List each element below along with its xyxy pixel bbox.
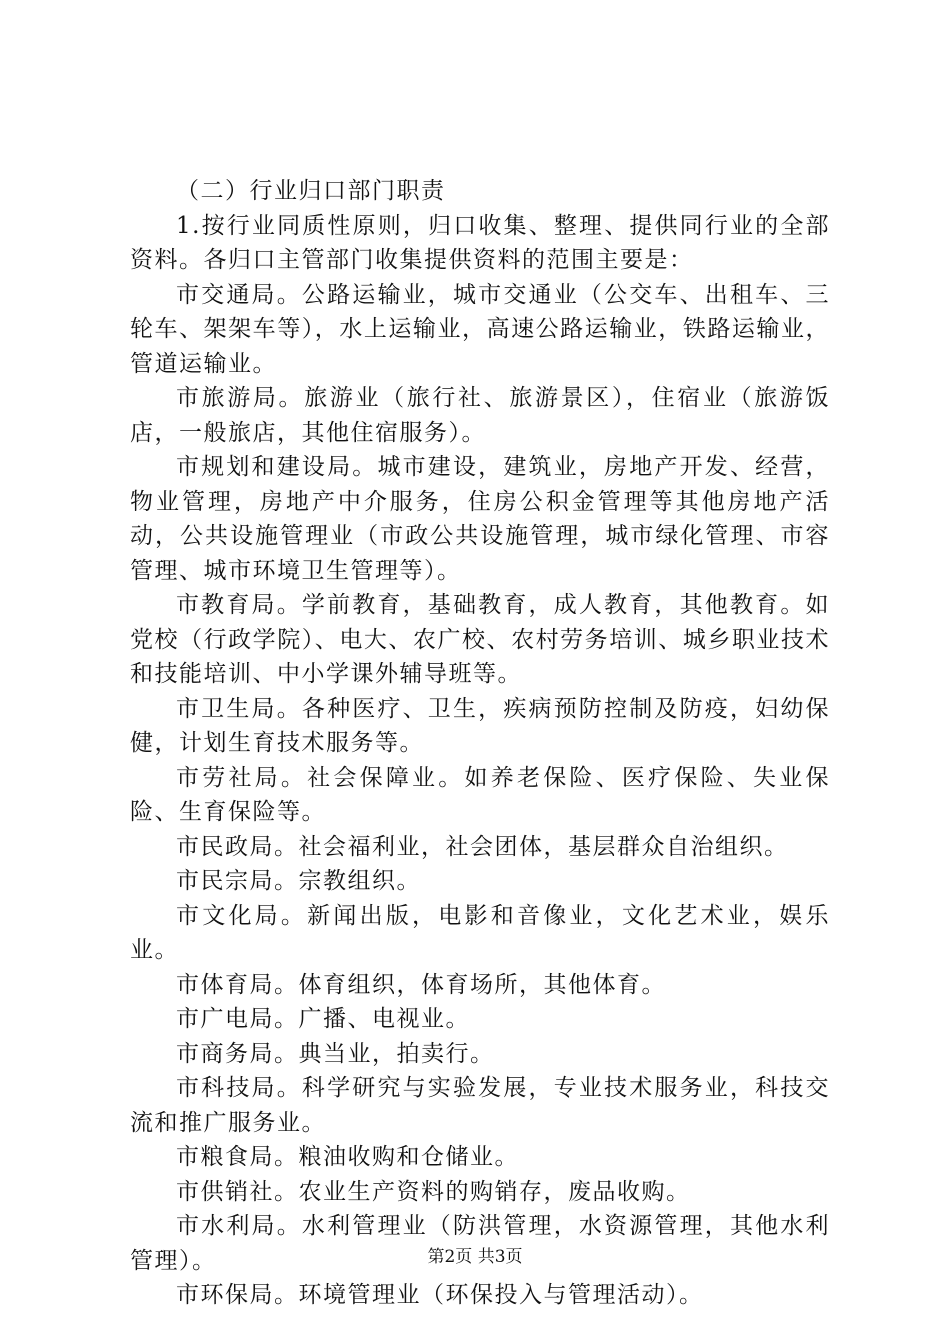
document-body	[130, 174, 830, 1313]
paragraph-planning-bureau: 市规划和建设局。城市建设，建筑业，房地产开发、经营，物业管理，房地产中介服务，住房公积金管理等其他房地产活动，公共设施管理业（市政公共设施管理，城市绿化管理、市容管理、城市环境卫生管理等）。	[130, 454, 830, 584]
paragraph-science-bureau: 市科技局。科学研究与实验发展，专业技术服务业，科技交流和推广服务业。	[130, 1075, 830, 1136]
paragraph-sports-bureau: 市体育局。体育组织，体育场所，其他体育。	[176, 971, 666, 998]
paragraph-intro: 1.按行业同质性原则，归口收集、整理、提供同行业的全部资料。各归口主管部门收集提供资料的范围主要是：	[130, 212, 830, 273]
paragraph-labor-bureau: 市劳社局。社会保障业。如养老保险、医疗保险、失业保险、生育保险等。	[130, 764, 830, 825]
paragraph-health-bureau: 市卫生局。各种医疗、卫生，疾病预防控制及防疫，妇幼保健，计划生育技术服务等。	[130, 695, 830, 756]
paragraph-grain-bureau: 市粮食局。粮油收购和仓储业。	[176, 1144, 519, 1170]
paragraph-education-bureau: 市教育局。学前教育，基础教育，成人教育，其他教育。如党校（行政学院）、电大、农广校、农村劳务培训、城乡职业技术和技能培训、中小学课外辅导班等。	[130, 592, 830, 687]
paragraph-religion-bureau: 市民宗局。宗教组织。	[176, 868, 421, 894]
paragraph-civil-affairs-bureau: 市民政局。社会福利业，社会团体，基层群众自治组织。	[176, 833, 789, 860]
paragraph-environment-bureau: 市环保局。环境管理业（环保投入与管理活动）。	[176, 1282, 704, 1308]
page-number-footer: 第2页 共3页	[427, 1247, 523, 1267]
paragraph-culture-bureau: 市文化局。新闻出版，电影和音像业，文化艺术业，娱乐业。	[130, 902, 830, 963]
paragraph-supply-cooperative: 市供销社。农业生产资料的购销存，废品收购。	[176, 1178, 691, 1205]
paragraph-commerce-bureau: 市商务局。典当业，拍卖行。	[176, 1040, 495, 1067]
section-heading: （二）行业归口部门职责	[176, 178, 446, 204]
paragraph-tourism-bureau: 市旅游局。旅游业（旅行社、旅游景区），住宿业（旅游饭店，一般旅店，其他住宿服务）。	[130, 385, 830, 446]
paragraph-transport-bureau: 市交通局。公路运输业，城市交通业（公交车、出租车、三轮车、架架车等），水上运输业，高速公路运输业，铁路运输业，管道运输业。	[130, 281, 830, 377]
paragraph-broadcast-bureau: 市广电局。广播、电视业。	[176, 1006, 470, 1032]
paragraph-water-bureau: 市水利局。水利管理业（防洪管理，水资源管理，其他水利管理）。	[130, 1213, 830, 1274]
